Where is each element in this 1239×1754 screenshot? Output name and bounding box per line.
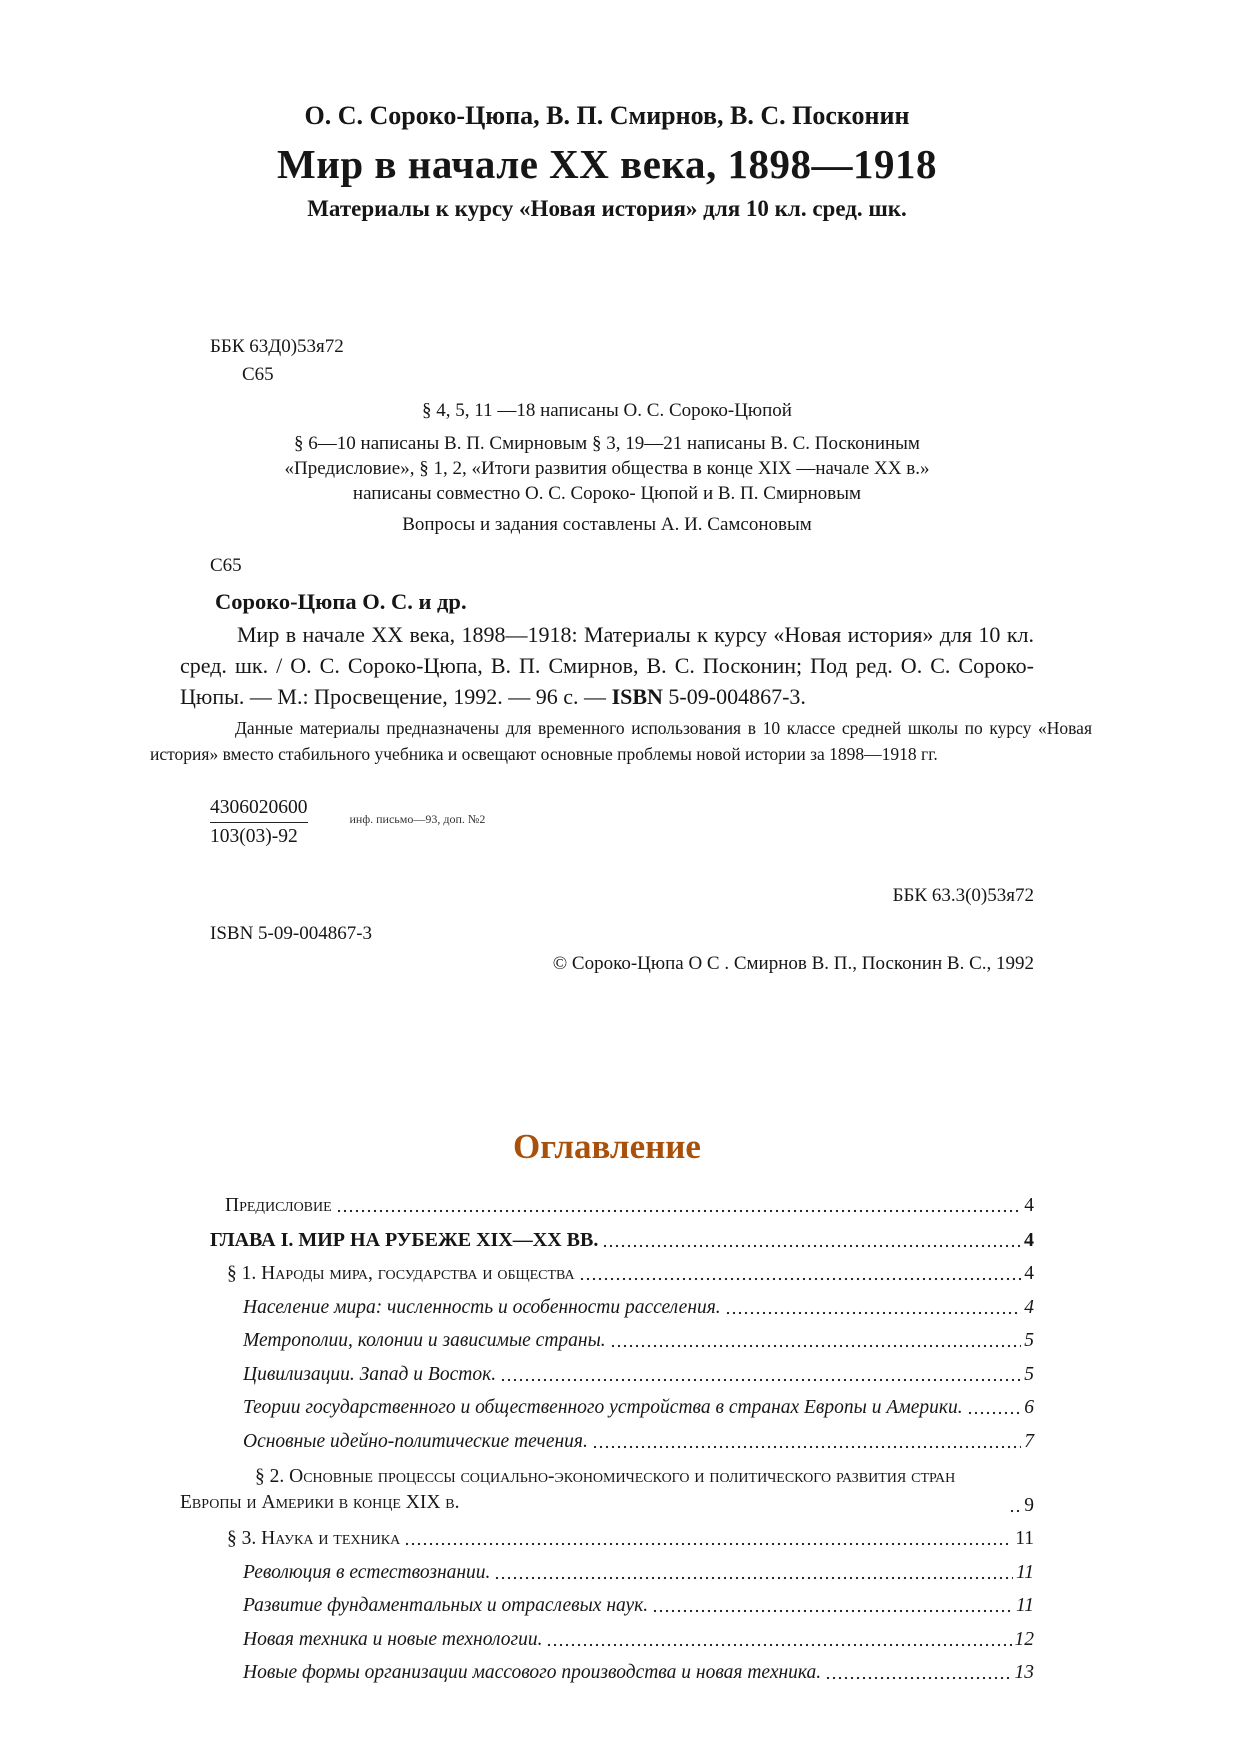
toc-entry-label: § 2. Основные процессы социально-экономического и политического развития стран Европы и Америки в конце XIX в. [180, 1466, 956, 1514]
toc-heading: Оглавление [513, 1127, 701, 1166]
book-title: Мир в начале XX века, 1898—1918 [277, 141, 937, 187]
dot-leader [546, 1643, 1011, 1647]
credit-line: «Предисловие», § 1, 2, «Итоги развития общества в конце XIX —начале XX в.» [284, 458, 930, 479]
toc-entry-sub [243, 1297, 1034, 1319]
toc-page-number: 5 [1024, 1363, 1034, 1385]
authorship-credits [180, 398, 1034, 537]
credit-line: Вопросы и задания составлены А. И. Самсоновым [402, 514, 812, 535]
toc-page-number: 7 [1024, 1430, 1034, 1452]
toc-entry-label: Предисловие [225, 1195, 332, 1216]
dot-leader [494, 1576, 1013, 1580]
catalog-card-description-main: Мир в начале XX века, 1898—1918: Материалы к курсу «Новая история» для 10 кл. сред. шк. / О. С. Сороко-Цюпа, В. П. Смирнов, В. С. Посконин; Под ред. О. С. Сороко-Цюпы. — М.: Просвещение, 1992. — 96 с. — [180, 622, 1034, 709]
toc-entry-label: Новая техника и новые технологии. [243, 1628, 543, 1650]
credit-line: написаны совместно О. С. Сороко- Цюпой и В. П. Смирновым [352, 483, 862, 504]
toc-entry-sub [243, 1562, 1034, 1584]
toc-entry-sub [243, 1364, 1034, 1386]
book-subtitle: Материалы к курсу «Новая история» для 10 кл. сред. шк. [307, 196, 907, 221]
isbn-label: ISBN [611, 684, 663, 709]
isbn-line: ISBN 5-09-004867-3 [210, 923, 373, 944]
bbk-code-right: ББК 63.3(0)53я72 [892, 885, 1034, 906]
page-header [180, 98, 1034, 226]
toc-page-number: 4 [1024, 1228, 1034, 1251]
toc-entry-chapter-1 [210, 1229, 1034, 1252]
credit-line: § 6—10 написаны В. П. Смирновым § 3, 19—21 написаны В. С. Поскониным [294, 433, 920, 454]
toc-entry-section-1 [227, 1263, 1034, 1285]
dot-leader [610, 1344, 1022, 1348]
toc-page-number: 11 [1015, 1561, 1034, 1583]
dot-leader [602, 1244, 1021, 1248]
catalog-card-heading: Сороко-Цюпа О. С. и др. [215, 589, 467, 614]
dot-leader [1009, 1509, 1021, 1513]
toc-page-number: 13 [1014, 1662, 1034, 1684]
catalog-card-annotation: Данные материалы предназначены для временного использования в 10 классе средней школы по курсу «Новая история» вместо стабильного учебника и освещают основные проблемы новой истории за 1898—1918 гг. [150, 718, 1092, 764]
dot-leader [579, 1277, 1022, 1281]
dot-leader [725, 1311, 1022, 1315]
toc-page-number: 4 [1024, 1195, 1034, 1216]
toc-entry-label: Метрополии, колонии и зависимые страны. [243, 1330, 606, 1351]
toc-page-number: 11 [1015, 1528, 1034, 1550]
toc-entry-sub [243, 1397, 1034, 1419]
toc-entry-label: Население мира: численность и особенности расселения. [243, 1296, 721, 1318]
toc-entry-label: § 1. Народы мира, государства и общества [227, 1263, 575, 1284]
dot-leader [592, 1445, 1021, 1449]
dot-leader [500, 1378, 1021, 1382]
toc-page-number: 9 [1024, 1494, 1034, 1516]
toc-entry-label: § 3. Наука и техника [227, 1528, 401, 1550]
toc-page-number: 11 [1015, 1595, 1034, 1617]
toc-entry-label: Развитие фундаментальных и отраслевых наук. [243, 1595, 649, 1617]
toc-entry-sub [243, 1431, 1034, 1453]
toc-entry-label: Цивилизации. Запад и Восток. [243, 1363, 497, 1385]
toc-entry-section-3 [227, 1528, 1034, 1550]
isbn-value: 5-09-004867-3. [662, 684, 806, 709]
toc-page-number: 5 [1024, 1330, 1034, 1351]
toc-page-number: 6 [1024, 1397, 1034, 1418]
dot-leader [825, 1676, 1011, 1680]
bbk-code-top: ББК 63Д0)53я72 [210, 336, 344, 357]
authors-line: О. С. Сороко-Цюпа, В. П. Смирнов, В. С. Посконин [304, 101, 910, 130]
dot-leader [967, 1411, 1022, 1415]
toc-page-number: 12 [1014, 1628, 1034, 1650]
toc-entry-section-2 [180, 1464, 1034, 1517]
toc-entry-sub [243, 1330, 1034, 1352]
toc-page-number: 4 [1024, 1263, 1034, 1284]
catalog-number-numerator: 4306020600 [210, 797, 308, 823]
catalog-number-block [210, 797, 1034, 849]
toc-entry-label: Теории государственного и общественного устройства в странах Европы и Америки. [243, 1397, 963, 1418]
dot-leader [652, 1609, 1013, 1613]
catalog-card-description [180, 619, 1034, 712]
toc-entry-sub [243, 1662, 1034, 1684]
toc-entry-label: Основные идейно-политические течения. [243, 1430, 588, 1452]
catalog-number-fraction [210, 797, 308, 849]
toc-entry-sub [243, 1595, 1034, 1617]
toc-entry-preface [225, 1195, 1034, 1217]
table-of-contents [180, 1195, 1034, 1684]
toc-entry-label: Новые формы организации массового производства и новая техника. [243, 1662, 822, 1684]
author-sign-code-card: С65 [210, 555, 242, 576]
catalog-number-denominator: 103(03)-92 [210, 826, 298, 847]
dot-leader [404, 1542, 1012, 1546]
toc-entry-label: ГЛАВА I. МИР НА РУБЕЖЕ XIX—XX ВВ. [210, 1228, 599, 1251]
credit-line: § 4, 5, 11 —18 написаны О. С. Сороко-Цюпой [422, 400, 792, 421]
author-sign-code-top: С65 [242, 364, 274, 385]
catalog-number-note: инф. письмо—93, доп. №2 [349, 811, 486, 826]
toc-entry-sub [243, 1629, 1034, 1651]
toc-entry-label: Революция в естествознании. [243, 1561, 491, 1583]
copyright-line: © Сороко-Цюпа О С . Смирнов В. П., Посконин В. С., 1992 [552, 953, 1034, 974]
toc-page-number: 4 [1024, 1296, 1034, 1318]
dot-leader [336, 1209, 1022, 1213]
